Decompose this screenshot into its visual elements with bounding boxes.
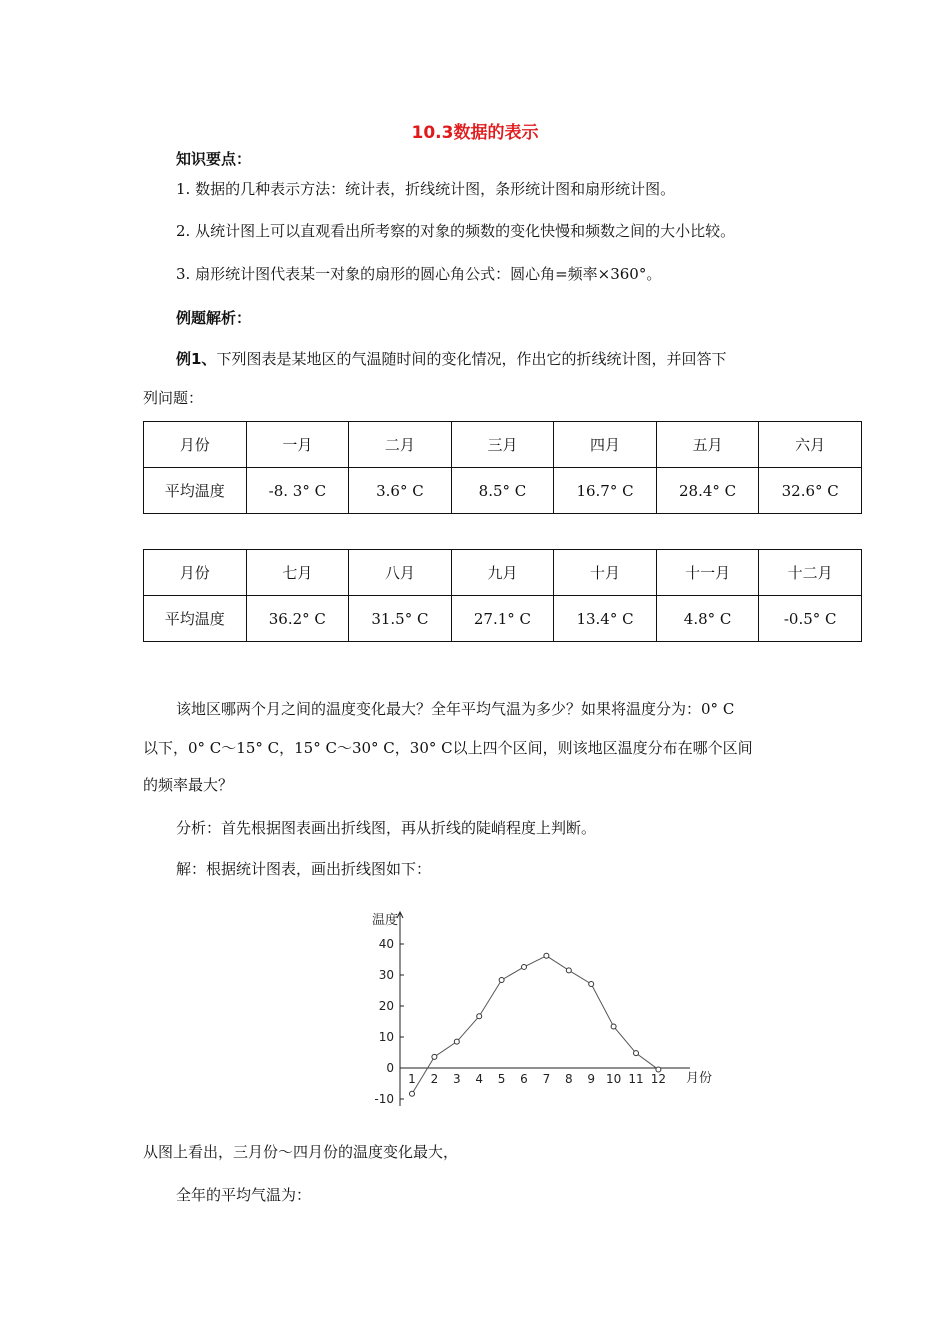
question-line-2: 以下，0° C～15° C，15° C～30° C，30° C以上四个区间，则该地区温度分布在哪个区间 <box>143 739 753 757</box>
data-point <box>410 1091 415 1096</box>
table-cell: 六月 <box>759 422 862 468</box>
point-3: 3. 扇形统计图代表某一对象的扇形的圆心角公式：圆心角=频率×360°。 <box>176 265 662 283</box>
temperature-line-chart <box>360 908 730 1118</box>
table-cell: 七月 <box>246 550 349 596</box>
average-text: 全年的平均气温为： <box>176 1186 312 1204</box>
table-cell: 八月 <box>349 550 452 596</box>
table-cell: 4.8° C <box>656 596 759 642</box>
temperature-table-1 <box>143 421 862 514</box>
table-header-row <box>144 550 862 596</box>
section-examples-heading: 例题解析： <box>176 309 252 327</box>
y-tick-label: 40 <box>378 937 394 951</box>
table-cell: 十二月 <box>759 550 862 596</box>
y-axis-label: 温度 <box>372 913 399 928</box>
example-1-line2: 列问题： <box>143 389 204 407</box>
x-tick-label: 3 <box>452 1072 461 1086</box>
table-cell: 32.6° C <box>759 468 862 514</box>
table-cell: 3.6° C <box>349 468 452 514</box>
x-axis-label: 月份 <box>686 1071 713 1086</box>
analysis-text: 分析：首先根据图表画出折线图，再从折线的陡峭程度上判断。 <box>176 819 597 837</box>
data-point <box>454 1039 459 1044</box>
data-point <box>432 1054 437 1059</box>
solution-text: 解：根据统计图表，画出折线图如下： <box>176 860 432 878</box>
table-row <box>144 468 862 514</box>
data-point <box>566 968 571 973</box>
table-cell: 8.5° C <box>451 468 554 514</box>
section-knowledge-heading: 知识要点： <box>176 150 252 168</box>
example-text: 下列图表是某地区的气温随时间的变化情况，作出它的折线统计图，并回答下 <box>216 350 727 368</box>
table-cell: 16.7° C <box>554 468 657 514</box>
table-row <box>144 596 862 642</box>
conclusion-text: 从图上看出，三月份～四月份的温度变化最大， <box>143 1143 459 1161</box>
x-tick-label: 8 <box>564 1072 573 1086</box>
table-cell: 31.5° C <box>349 596 452 642</box>
temperature-line <box>412 956 658 1094</box>
x-tick-label: 7 <box>542 1072 551 1086</box>
x-tick-label: 11 <box>628 1072 644 1086</box>
data-point <box>656 1067 661 1072</box>
x-tick-label: 6 <box>520 1072 528 1086</box>
page-title: 10.3数据的表示 <box>411 123 539 143</box>
y-tick-label: 10 <box>378 1030 394 1044</box>
table-cell: 13.4° C <box>554 596 657 642</box>
table-cell: -8. 3° C <box>246 468 349 514</box>
table-cell: 月份 <box>144 550 247 596</box>
x-tick-label: 9 <box>587 1072 596 1086</box>
x-tick-label: 2 <box>430 1072 439 1086</box>
table-cell: 四月 <box>554 422 657 468</box>
table-cell: 五月 <box>656 422 759 468</box>
table-cell: 月份 <box>144 422 247 468</box>
x-tick-label: 4 <box>475 1072 484 1086</box>
question-line-1: 该地区哪两个月之间的温度变化最大？全年平均气温为多少？如果将温度分为：0° C <box>176 700 735 718</box>
table-cell: 二月 <box>349 422 452 468</box>
point-1: 1. 数据的几种表示方法：统计表，折线统计图，条形统计图和扇形统计图。 <box>176 180 676 198</box>
table-cell: 27.1° C <box>451 596 554 642</box>
table-cell: 平均温度 <box>144 468 247 514</box>
table-cell: 十月 <box>554 550 657 596</box>
table-cell: -0.5° C <box>759 596 862 642</box>
y-tick-label: -10 <box>374 1092 394 1106</box>
data-point <box>477 1014 482 1019</box>
data-point <box>544 953 549 958</box>
point-2: 2. 从统计图上可以直观看出所考察的对象的频数的变化快慢和频数之间的大小比较。 <box>176 222 736 240</box>
table-header-row <box>144 422 862 468</box>
data-point <box>522 964 527 969</box>
data-point <box>589 981 594 986</box>
example-1-line1 <box>176 348 726 369</box>
temperature-table-2 <box>143 549 862 642</box>
data-point <box>499 977 504 982</box>
x-tick-label: 12 <box>650 1072 667 1086</box>
data-point <box>611 1024 616 1029</box>
example-label: 例1、 <box>176 350 217 368</box>
data-point <box>634 1051 639 1056</box>
x-tick-label: 1 <box>408 1072 416 1086</box>
table-cell: 三月 <box>451 422 554 468</box>
table-cell: 平均温度 <box>144 596 247 642</box>
table-cell: 36.2° C <box>246 596 349 642</box>
y-tick-label: 0 <box>386 1061 394 1075</box>
table-cell: 一月 <box>246 422 349 468</box>
x-tick-label: 10 <box>605 1072 622 1086</box>
table-cell: 28.4° C <box>656 468 759 514</box>
x-tick-label: 5 <box>497 1072 506 1086</box>
y-tick-label: 30 <box>378 968 394 982</box>
table-cell: 九月 <box>451 550 554 596</box>
table-cell: 十一月 <box>656 550 759 596</box>
y-tick-label: 20 <box>378 999 394 1013</box>
question-line-3: 的频率最大？ <box>143 776 234 794</box>
